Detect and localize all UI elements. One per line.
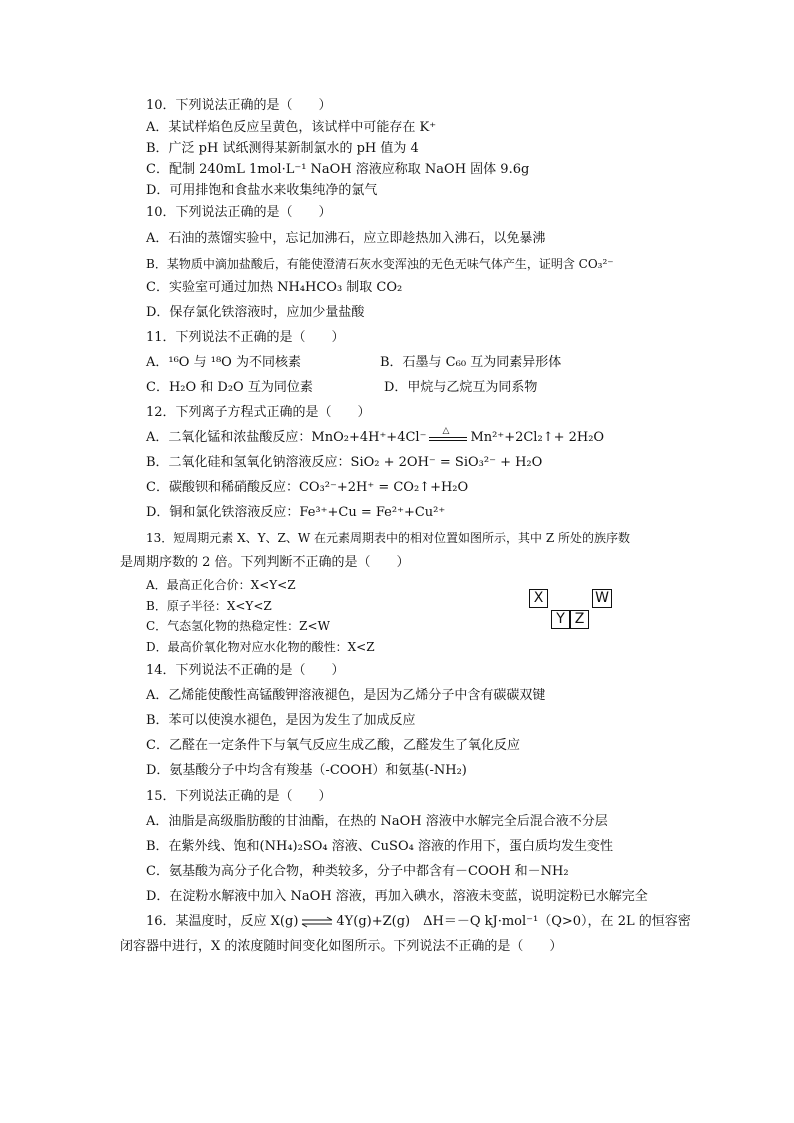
q10b-stem: 10．下列说法正确的是（ ） [146,205,332,220]
q10a-option-a: A．某试样焰色反应呈黄色，该试样中可能存在 K⁺ [146,120,437,135]
periodic-cell-w: W [592,589,612,608]
q13-option-d: D．最高价氧化物对应水化物的酸性：X<Z [146,640,375,654]
q10b-option-b: B．某物质中滴加盐酸后，有能使澄清石灰水变浑浊的无色无味气体产生，证明含 CO₃²⁻ [146,257,614,271]
q16-stem-line1 [146,914,691,930]
reaction-equals-sign [429,437,467,441]
q12-a-left: A．二氧化锰和浓盐酸反应：MnO₂+4H⁺+4Cl⁻ [146,430,427,445]
q14-stem: 14．下列说法不正确的是（ ） [146,663,345,678]
q14-option-c: C．乙醛在一定条件下与氧气反应生成乙酸，乙醛发生了氧化反应 [146,738,520,753]
q14-option-d: D．氨基酸分子中均含有羧基（-COOH）和氨基(-NH₂) [146,763,467,778]
q13-option-c: C．气态氢化物的热稳定性：Z<W [146,619,330,633]
q10b-option-a: A．石油的蒸馏实验中，忘记加沸石，应立即趁热加入沸石，以免暴沸 [146,231,546,246]
q10b-option-c: C．实验室可通过加热 NH₄HCO₃ 制取 CO₂ [146,280,403,295]
q10a-option-c: C．配制 240mL 1mol·L⁻¹ NaOH 溶液应称取 NaOH 固体 9.6g [146,162,530,177]
q12-option-d: D．铜和氯化铁溶液反应：Fe³⁺+Cu = Fe²⁺+Cu²⁺ [146,505,446,520]
reversible-arrow-icon [300,916,334,928]
q11-stem: 11．下列说法不正确的是（ ） [146,330,345,345]
periodic-cell-y: Y [551,610,570,629]
q13-option-a: A．最高正化合价：X<Y<Z [146,578,296,592]
periodic-cell-z: Z [570,610,589,629]
q15-option-c: C．氨基酸为高分子化合物，种类较多，分子中都含有－COOH 和－NH₂ [146,864,569,879]
q13-stem-line2: 是周期序数的 2 倍。下列判断不正确的是（ ） [120,555,410,570]
q14-option-a: A．乙烯能使酸性高锰酸钾溶液褪色，是因为乙烯分子中含有碳碳双键 [146,688,546,703]
q12-option-b: B．二氧化硅和氢氧化钠溶液反应：SiO₂ + 2OH⁻ = SiO₃²⁻ + H₂O [146,455,543,470]
q12-stem: 12．下列离子方程式正确的是（ ） [146,405,371,420]
q16-stem-line2: 闭容器中进行，X 的浓度随时间变化如图所示。下列说法不正确的是（ ） [120,939,563,954]
q12-option-c: C．碳酸钡和稀硝酸反应：CO₃²⁻+2H⁺ = CO₂↑+H₂O [146,480,469,495]
q16-stem-left: 16．某温度时，反应 X(g) [146,914,299,929]
q16-stem-right: 4Y(g)+Z(g) ΔH＝－Q kJ·mol⁻¹（Q>0），在 2L 的恒容密 [336,914,691,929]
q14-option-b: B．苯可以使溴水褪色，是因为发生了加成反应 [146,713,416,728]
q11-option-d: D．甲烷与乙烷互为同系物 [384,380,538,395]
q12-a-right: Mn²⁺+2Cl₂↑+ 2H₂O [470,430,605,445]
q15-option-d: D．在淀粉水解液中加入 NaOH 溶液，再加入碘水，溶液未变蓝，说明淀粉已水解完全 [146,889,648,904]
q11-option-b: B．石墨与 C₆₀ 互为同素异形体 [380,355,562,370]
q11-option-a: A．¹⁶O 与 ¹⁸O 为不同核素 [146,355,301,370]
q10a-option-d: D．可用排饱和食盐水来收集纯净的氯气 [146,183,378,198]
periodic-cell-x: X [529,589,548,608]
q10a-stem: 10．下列说法正确的是（ ） [146,98,332,113]
q15-option-a: A．油脂是高级脂肪酸的甘油酯，在热的 NaOH 溶液中水解完全后混合液不分层 [146,814,608,829]
q15-option-b: B．在紫外线、饱和(NH₄)₂SO₄ 溶液、CuSO₄ 溶液的作用下，蛋白质均发生变性 [146,839,613,854]
q15-stem: 15．下列说法正确的是（ ） [146,789,332,804]
q11-option-c: C．H₂O 和 D₂O 互为同位素 [146,380,313,395]
q13-stem-line1: 13．短周期元素 X、Y、Z、W 在元素周期表中的相对位置如图所示，其中 Z 所处的族序数 [146,531,631,545]
heat-symbol: △ [442,426,450,436]
q13-option-b: B．原子半径：X<Y<Z [146,599,272,613]
q10a-option-b: B．广泛 pH 试纸测得某新制氯水的 pH 值为 4 [146,141,419,156]
q12-option-a [146,426,605,446]
heat-condition [426,426,470,446]
q10b-option-d: D．保存氯化铁溶液时，应加少量盐酸 [146,305,365,320]
